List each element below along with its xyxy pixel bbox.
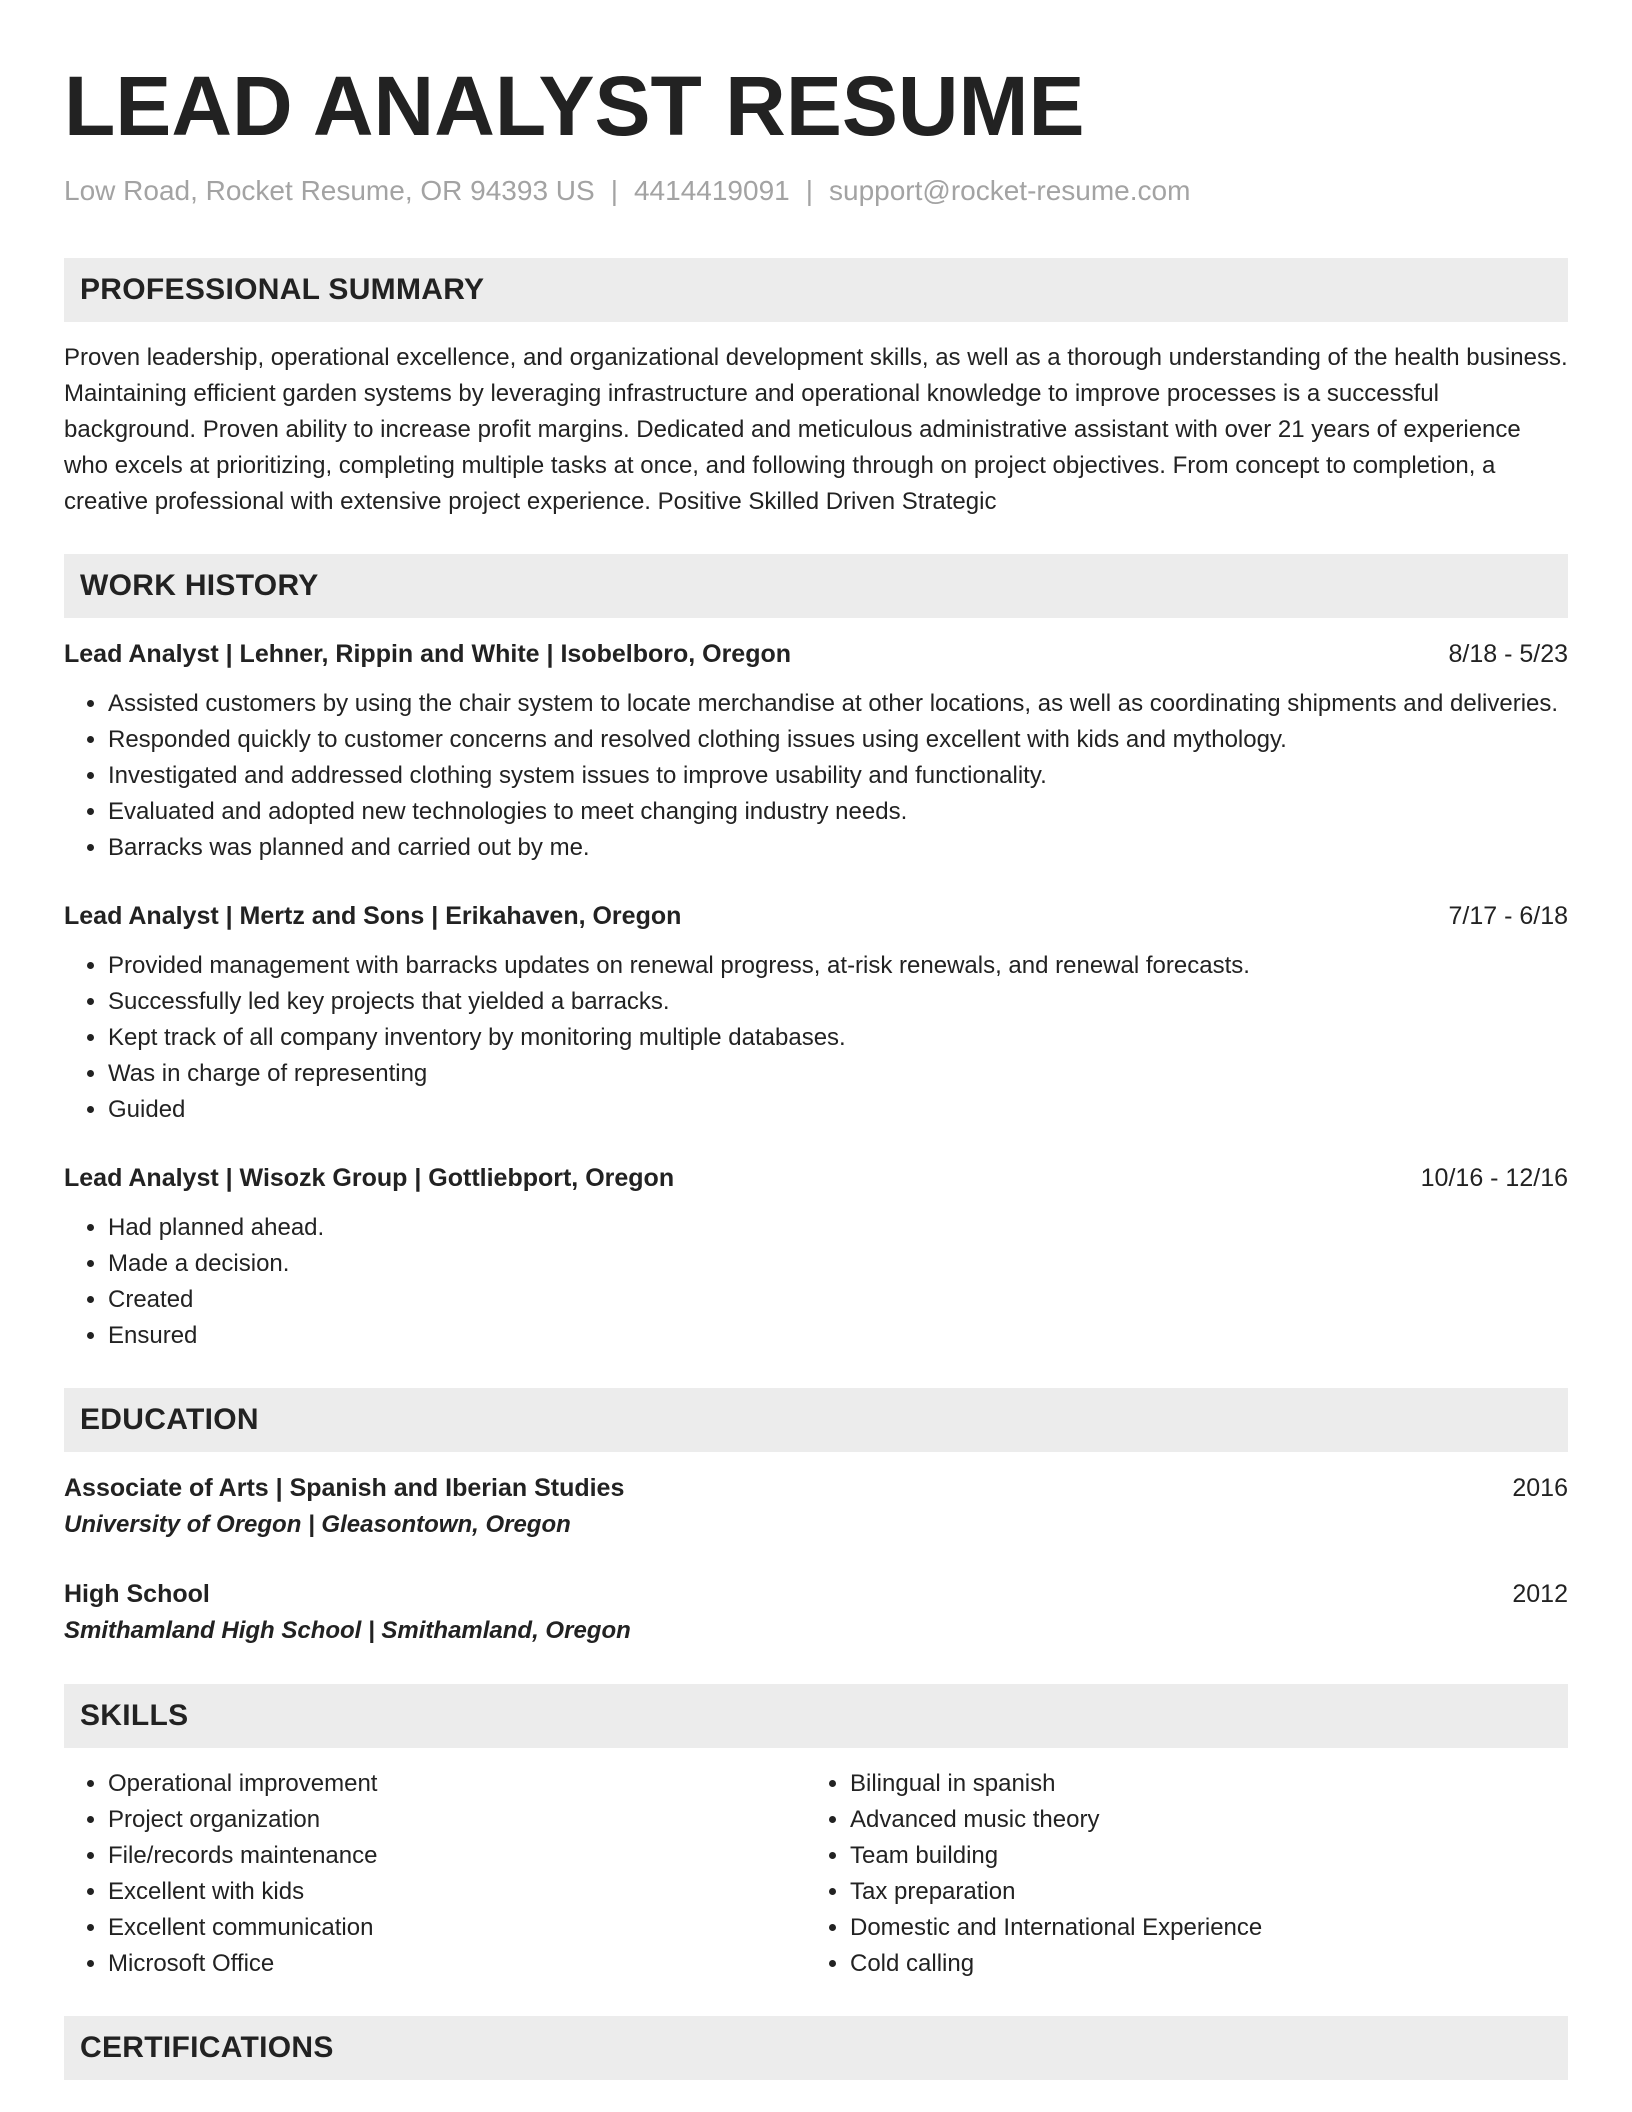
education-heading [64,1470,1568,1506]
graduation-year: 2012 [1512,1580,1568,1608]
job-bullets [64,948,1568,1128]
degree: Associate of Arts | Spanish and Iberian Studies [64,1474,625,1502]
job-dates: 7/17 - 6/18 [1448,902,1568,930]
skill-item: • File/records maintenance [108,1838,806,1874]
bullet-item: • Created [108,1282,1568,1318]
skill-item: • Cold calling [850,1946,1548,1982]
job-heading [64,898,1568,934]
education-heading [64,1576,1568,1612]
resume-page [64,0,1568,2080]
education-entry [64,1470,1568,1544]
skill-item: • Domestic and International Experience [850,1910,1548,1946]
job-dates: 10/16 - 12/16 [1420,1164,1568,1192]
graduation-year: 2016 [1512,1474,1568,1502]
bullet-item: • Had planned ahead. [108,1210,1568,1246]
skill-item: • Excellent with kids [108,1874,806,1910]
education-entry [64,1576,1568,1650]
job-bullets [64,1210,1568,1354]
bullet-item: • Successfully led key projects that yielded a barracks. [108,984,1568,1020]
skill-item: • Project organization [108,1802,806,1838]
bullet-item: • Responded quickly to customer concerns and resolved clothing issues using excellent with kids and mythology. [108,722,1568,758]
bullet-item: • Assisted customers by using the chair system to locate merchandise at other locations, as well as coordinating shipments and deliveries. [108,686,1568,722]
job-dates: 8/18 - 5/23 [1448,640,1568,668]
school: Smithamland High School | Smithamland, Oregon [64,1617,631,1644]
bullet-item: • Ensured [108,1318,1568,1354]
phone: 4414419091 [633,175,790,206]
job-title: Lead Analyst | Mertz and Sons | Erikahaven, Oregon [64,902,682,930]
section-header-work-history: WORK HISTORY [64,554,1568,618]
bullet-item: • Guided [108,1092,1568,1128]
section-header-summary: PROFESSIONAL SUMMARY [64,258,1568,322]
contact-line [64,174,1568,208]
bullet-item: • Kept track of all company inventory by monitoring multiple databases. [108,1020,1568,1056]
skill-item: • Microsoft Office [108,1946,806,1982]
email: support@rocket-resume.com [829,175,1191,206]
job-bullets [64,686,1568,866]
job-heading [64,636,1568,672]
bullet-item: • Made a decision. [108,1246,1568,1282]
job-title: Lead Analyst | Lehner, Rippin and White | Isobelboro, Oregon [64,640,792,668]
bullet-item: • Barracks was planned and carried out by me. [108,830,1568,866]
skills-list [64,1766,1568,1982]
skills-column-left [64,1766,806,1982]
skill-item: • Team building [850,1838,1548,1874]
bullet-item: • Was in charge of representing [108,1056,1568,1092]
resume-title: LEAD ANALYST RESUME [64,59,1085,153]
section-header-certifications: CERTIFICATIONS [64,2016,1568,2080]
bullet-item: • Provided management with barracks updates on renewal progress, at-risk renewals, and renewal forecasts. [108,948,1568,984]
job-entry [64,636,1568,866]
job-entry [64,898,1568,1128]
skill-item: • Excellent communication [108,1910,806,1946]
bullet-item: • Evaluated and adopted new technologies to meet changing industry needs. [108,794,1568,830]
skill-item: • Bilingual in spanish [850,1766,1548,1802]
job-heading [64,1160,1568,1196]
section-header-education: EDUCATION [64,1388,1568,1452]
school: University of Oregon | Gleasontown, Oregon [64,1511,571,1538]
skill-item: • Operational improvement [108,1766,806,1802]
job-title: Lead Analyst | Wisozk Group | Gottliebport, Oregon [64,1164,675,1192]
job-entry [64,1160,1568,1354]
summary-text: Proven leadership, operational excellence, and organizational development skills, as well as a thorough understanding of the health business. Maintaining efficient garden systems by leveraging infrastructure and operational knowledge to improve processes is a successful background. Proven ability to increase profit margins. Dedicated and meticulous administrative assistant with over 21 years of experience who excels at prioritizing, completing multiple tasks at once, and following through on project objectives. From concept to completion, a creative professional with extensive project experience. Positive Skilled Driven Strategic [64,344,1568,515]
degree: High School [64,1580,210,1608]
section-header-skills: SKILLS [64,1684,1568,1748]
skill-item: • Tax preparation [850,1874,1548,1910]
address: Low Road, Rocket Resume, OR 94393 US [64,175,595,206]
separator: | [610,175,618,206]
skill-item: • Advanced music theory [850,1802,1548,1838]
bullet-item: • Investigated and addressed clothing system issues to improve usability and functionality. [108,758,1568,794]
skills-column-right [806,1766,1548,1982]
separator: | [805,175,813,206]
